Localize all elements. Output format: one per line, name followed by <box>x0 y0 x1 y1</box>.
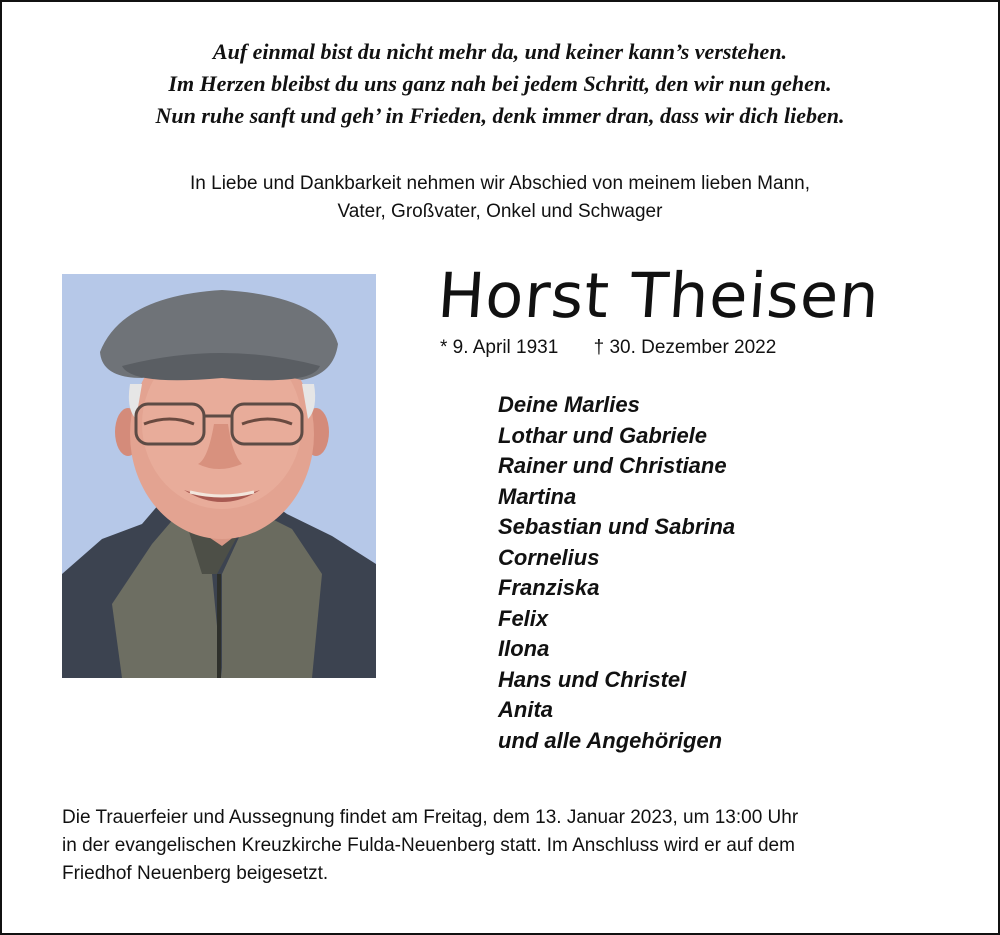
poem-line: Nun ruhe sanft und geh’ in Frieden, denk immer dran, dass wir dich lieben. <box>155 103 845 128</box>
funeral-line: Die Trauerfeier und Aussegnung findet am Freitag, dem 13. Januar 2023, um 13:00 Uhr <box>62 807 799 828</box>
farewell-intro <box>0 170 1000 226</box>
intro-line: In Liebe und Dankbarkeit nehmen wir Abschied von meinem lieben Mann, <box>190 173 810 194</box>
funeral-line: in der evangelischen Kreuzkirche Fulda-Neuenberg statt. Im Anschluss wird er auf dem <box>62 835 795 856</box>
funeral-line: Friedhof Neuenberg beigesetzt. <box>62 863 329 884</box>
mourner: Cornelius <box>498 544 600 570</box>
mourner: Sebastian und Sabrina <box>498 514 736 539</box>
mourner: Deine Marlies <box>498 392 640 417</box>
mourner: und alle Angehörigen <box>498 727 723 753</box>
birth-date: * 9. April 1931 <box>440 337 559 358</box>
poem-line: Auf einmal bist du nicht mehr da, und keiner kann’s verstehen. <box>212 39 788 64</box>
memorial-poem <box>0 36 1000 132</box>
deceased-name: Horst Theisen <box>435 259 883 332</box>
mourner: Lothar und Gabriele <box>498 422 708 448</box>
mourner: Franziska <box>498 575 600 600</box>
intro-line: Vater, Großvater, Onkel und Schwager <box>337 201 663 222</box>
mourner: Hans und Christel <box>498 666 687 692</box>
poem-line: Im Herzen bleibst du uns ganz nah bei jedem Schritt, den wir nun gehen. <box>168 71 832 96</box>
mourner: Martina <box>498 483 577 509</box>
mourner: Rainer und Christiane <box>498 453 727 478</box>
funeral-details <box>62 804 798 888</box>
life-dates <box>440 334 776 362</box>
death-date: † 30. Dezember 2022 <box>593 337 777 358</box>
mourners-list <box>498 390 735 756</box>
mourner: Felix <box>498 605 549 631</box>
mourner: Anita <box>498 697 553 722</box>
mourner: Ilona <box>498 636 550 661</box>
portrait-photo <box>62 274 376 678</box>
